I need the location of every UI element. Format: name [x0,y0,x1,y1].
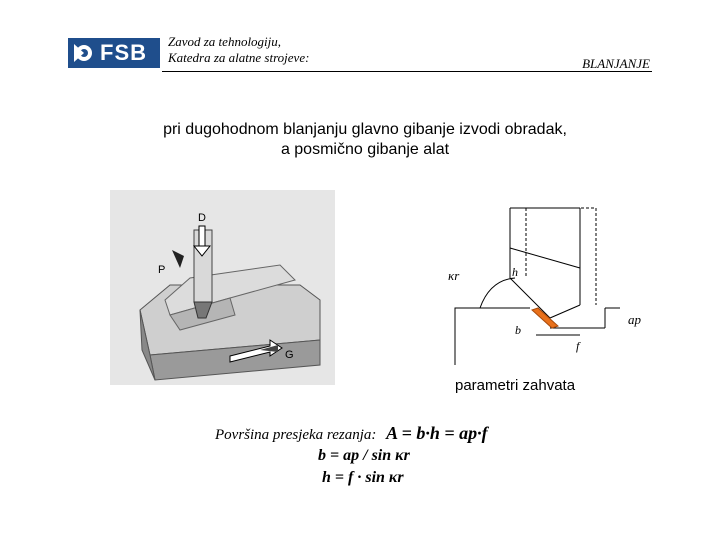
diagram-caption: parametri zahvata [455,377,576,394]
fsb-logo [68,38,160,68]
intro-line-2: a posmično gibanje alat [280,141,450,158]
area-equation: A = b·h = ap·f [386,423,488,443]
logo-text: FSB [100,40,147,65]
h-formula: h = f · sin κr [322,469,404,486]
institution-line-1: Zavod za tehnologiju, [168,34,282,49]
label-kappa-r: κr [448,268,460,283]
institution-line-2: Katedra za alatne strojeve: [168,50,310,65]
label-b: b [515,323,521,337]
label-f: f [576,339,580,353]
logo-mark-icon [72,42,96,64]
label-ap: ap [628,312,641,327]
area-formula [215,423,488,444]
document-title: BLANJANJE [582,56,650,71]
photo-label-g: G [285,349,294,361]
label-h: h [512,265,518,279]
cutting-parameters-diagram [440,200,675,370]
intro-line-1: pri dugohodnom blanjanju glavno gibanje izvodi obradak, [163,121,567,138]
photo-label-p: P [158,264,166,276]
area-label: Površina presjeka rezanja: [215,427,377,443]
planing-machine-photo [110,190,335,385]
chip-cross-section [532,308,558,328]
intro-text [0,120,720,160]
header-rule [162,71,652,72]
b-formula: b = ap / sin κr [318,447,410,464]
institution-name [168,34,309,66]
photo-label-d: D [198,212,206,224]
header [0,0,720,80]
